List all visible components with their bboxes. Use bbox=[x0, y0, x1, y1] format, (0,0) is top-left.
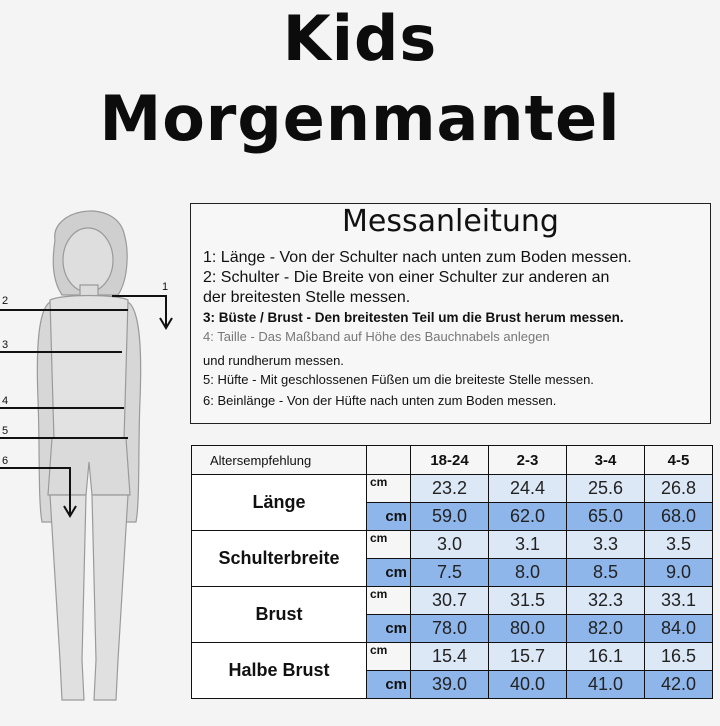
unit-label: cm bbox=[367, 559, 411, 587]
marker-5: 5 bbox=[2, 425, 9, 437]
value-cell: 80.0 bbox=[489, 615, 567, 643]
unit-label: cm bbox=[367, 671, 411, 699]
unit-label: cm bbox=[367, 475, 411, 503]
table-row bbox=[192, 531, 713, 559]
step-2: 2: Schulter - Die Breite von einer Schulter zur anderen an bbox=[203, 269, 610, 286]
step-6: 6: Beinlänge - Von der Hüfte nach unten zum Boden messen. bbox=[203, 393, 557, 408]
value-cell: 8.0 bbox=[489, 559, 567, 587]
value-cell: 3.1 bbox=[489, 531, 567, 559]
table-row bbox=[192, 475, 713, 503]
value-cell: 39.0 bbox=[411, 671, 489, 699]
value-cell: 16.1 bbox=[567, 643, 645, 671]
age-header-label: Altersempfehlung bbox=[192, 446, 367, 475]
value-cell: 25.6 bbox=[567, 475, 645, 503]
value-cell: 15.4 bbox=[411, 643, 489, 671]
marker-1: 1 bbox=[162, 281, 169, 293]
value-cell: 42.0 bbox=[645, 671, 713, 699]
value-cell: 32.3 bbox=[567, 587, 645, 615]
unit-label: cm bbox=[367, 531, 411, 559]
marker-3: 3 bbox=[2, 339, 9, 351]
value-cell: 7.5 bbox=[411, 559, 489, 587]
step-5: 5: Hüfte - Mit geschlossenen Füßen um die breiteste Stelle messen. bbox=[203, 372, 594, 387]
marker-4: 4 bbox=[2, 395, 9, 407]
marker-6: 6 bbox=[2, 455, 9, 467]
value-cell: 33.1 bbox=[645, 587, 713, 615]
title-line-2: Morgenmantel bbox=[99, 82, 621, 155]
value-cell: 82.0 bbox=[567, 615, 645, 643]
header-unit-cell bbox=[367, 446, 411, 475]
value-cell: 31.5 bbox=[489, 587, 567, 615]
row-label-schulterbreite: Schulterbreite bbox=[192, 531, 367, 587]
instructions-box bbox=[190, 203, 711, 424]
size-table bbox=[191, 445, 713, 699]
value-cell: 65.0 bbox=[567, 503, 645, 531]
value-cell: 24.4 bbox=[489, 475, 567, 503]
value-cell: 9.0 bbox=[645, 559, 713, 587]
title-line-1: Kids bbox=[282, 2, 438, 75]
child-figure bbox=[0, 200, 190, 726]
value-cell: 26.8 bbox=[645, 475, 713, 503]
step-4-continued: und rundherum messen. bbox=[203, 353, 344, 368]
value-cell: 62.0 bbox=[489, 503, 567, 531]
table-row bbox=[192, 643, 713, 671]
value-cell: 40.0 bbox=[489, 671, 567, 699]
value-cell: 3.5 bbox=[645, 531, 713, 559]
unit-label: cm bbox=[367, 587, 411, 615]
value-cell: 84.0 bbox=[645, 615, 713, 643]
table-row bbox=[192, 587, 713, 615]
value-cell: 3.3 bbox=[567, 531, 645, 559]
unit-label: cm bbox=[367, 643, 411, 671]
step-2-continued: der breitesten Stelle messen. bbox=[203, 289, 411, 306]
age-col-header: 18-24 bbox=[411, 446, 489, 475]
value-cell: 78.0 bbox=[411, 615, 489, 643]
table-header-row bbox=[192, 446, 713, 475]
row-label-halbe-brust: Halbe Brust bbox=[192, 643, 367, 699]
row-label-laenge: Länge bbox=[192, 475, 367, 531]
value-cell: 8.5 bbox=[567, 559, 645, 587]
step-1: 1: Länge - Von der Schulter nach unten zum Boden messen. bbox=[203, 249, 632, 266]
value-cell: 41.0 bbox=[567, 671, 645, 699]
unit-label: cm bbox=[367, 615, 411, 643]
unit-label: cm bbox=[367, 503, 411, 531]
value-cell: 15.7 bbox=[489, 643, 567, 671]
age-col-header: 3-4 bbox=[567, 446, 645, 475]
value-cell: 23.2 bbox=[411, 475, 489, 503]
value-cell: 30.7 bbox=[411, 587, 489, 615]
step-4: 4: Taille - Das Maßband auf Höhe des Bauchnabels anlegen bbox=[203, 329, 550, 344]
marker-2: 2 bbox=[2, 295, 9, 307]
age-col-header: 2-3 bbox=[489, 446, 567, 475]
value-cell: 68.0 bbox=[645, 503, 713, 531]
value-cell: 3.0 bbox=[411, 531, 489, 559]
row-label-brust: Brust bbox=[192, 587, 367, 643]
value-cell: 16.5 bbox=[645, 643, 713, 671]
instructions-heading: Messanleitung bbox=[342, 204, 559, 239]
step-3: 3: Büste / Brust - Den breitesten Teil um die Brust herum messen. bbox=[203, 310, 624, 325]
age-col-header: 4-5 bbox=[645, 446, 713, 475]
value-cell: 59.0 bbox=[411, 503, 489, 531]
